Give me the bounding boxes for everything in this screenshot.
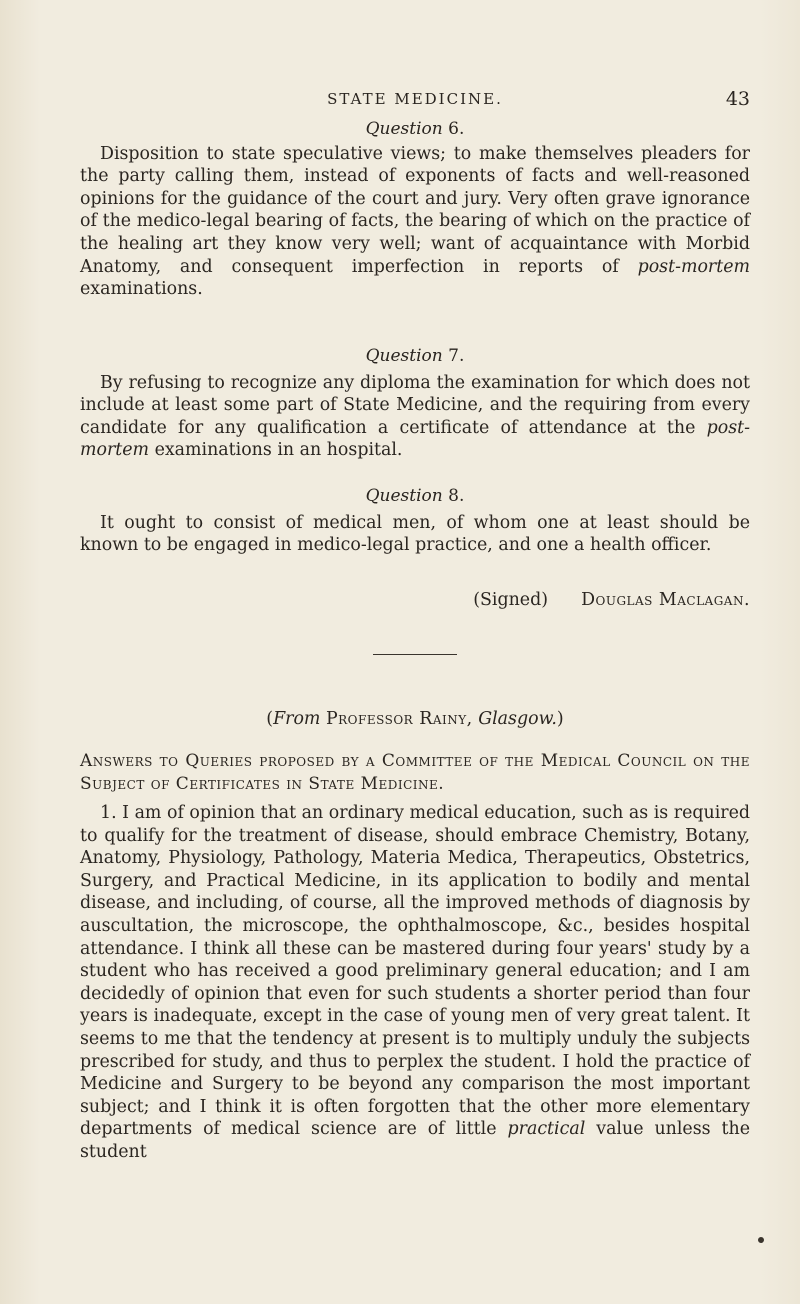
- question-8-answer: It ought to consist of medical men, of whom one at least should be known to be engaged in medico-legal practice, and one a health officer.: [80, 512, 750, 556]
- margin-mark: [758, 1237, 764, 1243]
- signatory-name: Douglas Maclagan.: [581, 590, 750, 610]
- professor-name: Professor Rainy,: [325, 709, 473, 729]
- italic-term: post-mortem: [637, 256, 750, 277]
- answers-title: Answers to Queries proposed by a Committee of the Medical Council on the Subject of Certificates in State Medicine.: [80, 751, 750, 794]
- question-7-answer: By refusing to recognize any diploma the examination for which does not include at least some part of State Medicine, and the requiring from every candidate for any qualification a certificate of attendance at the post-mortem examinations in an hospital.: [80, 372, 750, 461]
- from-label: From: [273, 709, 321, 729]
- answer-1-section: [80, 802, 750, 1164]
- answer-1-text: 1. I am of opinion that an ordinary medical education, such as is required to qualify for the treatment of disease, should embrace Chemistry, Botany, Anatomy, Physiology, Pathology, Materia Medica, Therapeutics, Obstetrics, Surgery, and Practical Medicine, in its application to bodily and mental disease, and including, of course, all the improved methods of diagnosis by auscultation, the microscope, the ophthalmoscope, &c., besides hospital attendance. I think all these can be mastered during four years' study by a student who has received a good preliminary general education; and I am decidedly of opinion that even for such students a shorter period than four years is inadequate, except in the case of young men of very great talent. It seems to me that the tendency at present is to multiply unduly the subjects prescribed for study, and thus to perplex the student. I hold the practice of Medicine and Surgery to be beyond any comparison the most important subject; and I think it is often forgotten that the other more elementary departments of medical science are of little practical value unless the student: [80, 803, 750, 1162]
- question-7-section: [80, 345, 750, 462]
- signature-line: [80, 589, 778, 612]
- question-8-section: [80, 485, 750, 557]
- question-6-heading: Question 6.: [365, 119, 465, 139]
- page-number: 43: [725, 88, 750, 110]
- question-7-heading: Question 7.: [365, 346, 465, 366]
- running-title: STATE MEDICINE.: [327, 90, 503, 108]
- signed-label: (Signed): [473, 590, 548, 610]
- running-head: [80, 88, 750, 112]
- section-divider-wrap: [80, 654, 750, 655]
- question-6-section: [80, 118, 750, 301]
- attribution: (From Professor Rainy, Glasgow.): [266, 709, 564, 729]
- question-8-heading: Question 8.: [365, 486, 465, 506]
- italic-term: practical: [507, 1119, 586, 1140]
- question-6-answer: Disposition to state speculative views; to make themselves pleaders for the party calling them, instead of exponents of facts and well-reasoned opinions for the guidance of the court and jury. Very often grave ignorance of the medico-legal bearing of facts, the bearing of which on the practice of the healing art they know very well; want of acquaintance with Morbid Anatomy, and consequent imperfection in reports of post-mortem examinations.: [80, 143, 750, 300]
- section-divider: [373, 654, 457, 655]
- italic-term: post-mortem: [80, 417, 750, 461]
- place-name: Glasgow.: [478, 709, 557, 729]
